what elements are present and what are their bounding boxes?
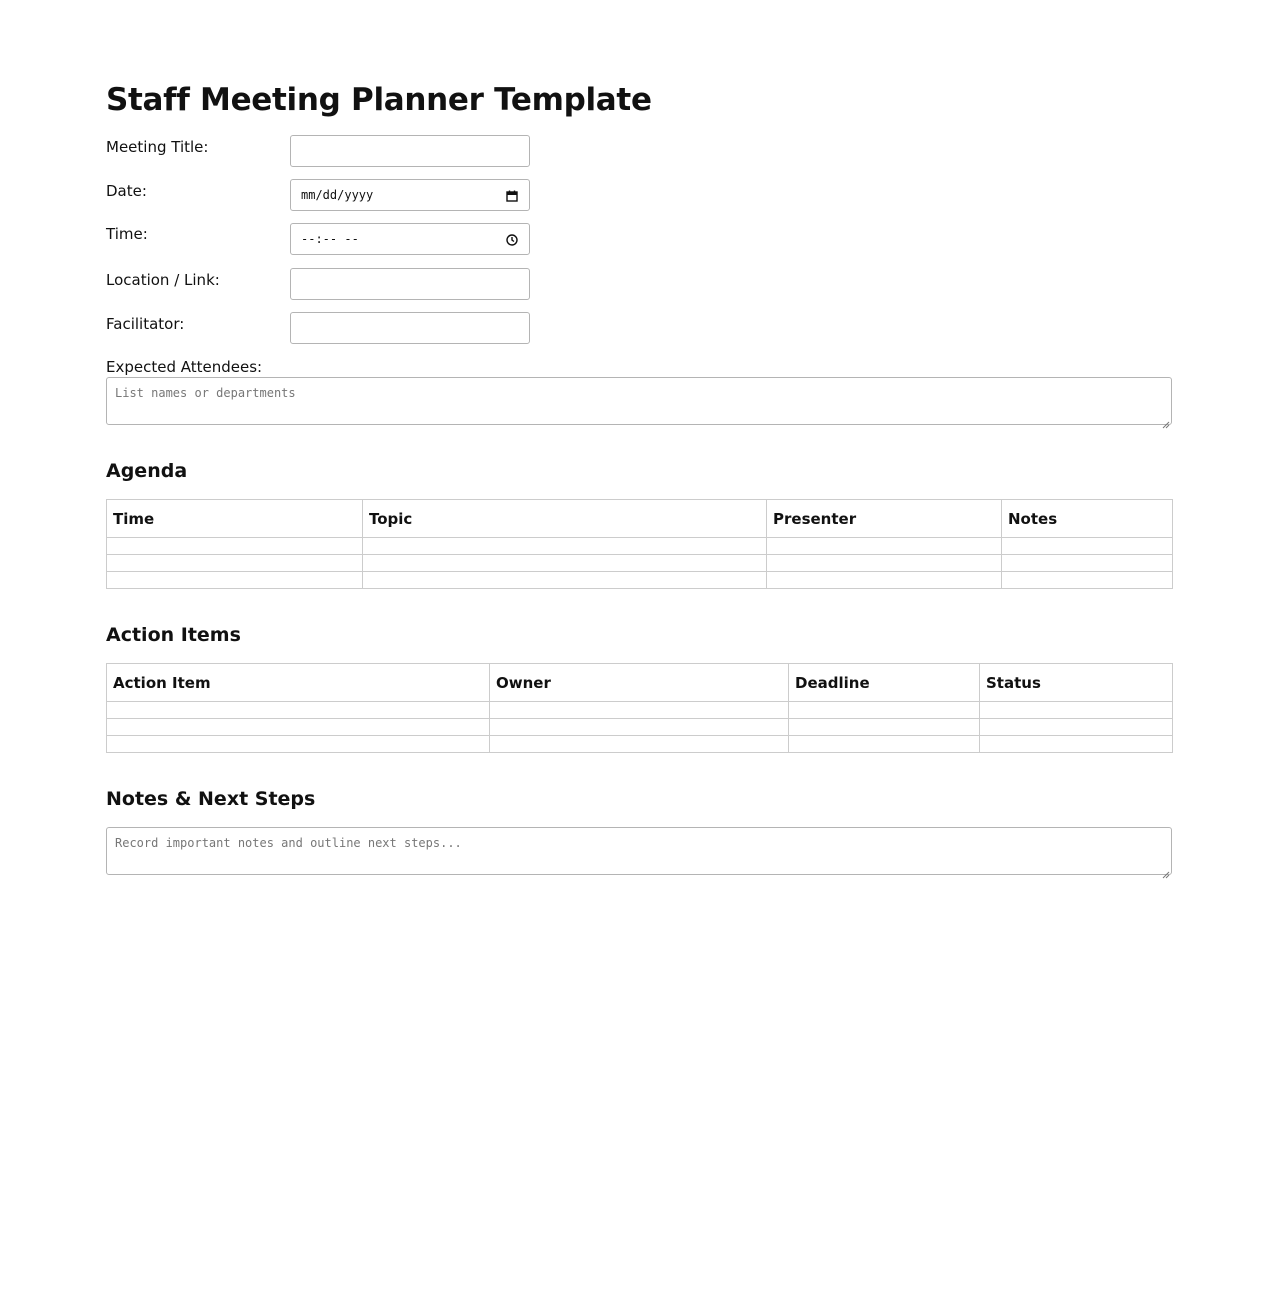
action-cell[interactable] <box>980 736 1173 753</box>
table-row <box>107 702 1173 719</box>
agenda-header-row <box>107 500 1173 538</box>
agenda-cell[interactable] <box>363 538 767 555</box>
agenda-cell[interactable] <box>1002 538 1173 555</box>
meeting-title-label: Meeting Title: <box>106 138 209 156</box>
time-input[interactable] <box>290 223 530 255</box>
resize-grip-icon[interactable] <box>1161 864 1170 873</box>
time-row <box>106 223 536 255</box>
date-placeholder: mm/dd/yyyy <box>301 188 374 202</box>
action-cell[interactable] <box>789 719 980 736</box>
agenda-cell[interactable] <box>767 555 1002 572</box>
action-cell[interactable] <box>789 736 980 753</box>
agenda-cell[interactable] <box>363 572 767 589</box>
facilitator-row <box>106 312 536 344</box>
action-items-header-row <box>107 664 1173 702</box>
table-row <box>107 555 1173 572</box>
meeting-title-input[interactable] <box>290 135 530 167</box>
action-cell[interactable] <box>107 719 490 736</box>
action-cell[interactable] <box>490 702 789 719</box>
action-cell[interactable] <box>980 702 1173 719</box>
notes-heading: Notes & Next Steps <box>106 788 316 810</box>
action-cell[interactable] <box>490 719 789 736</box>
location-label: Location / Link: <box>106 271 220 289</box>
action-items-table <box>106 663 1173 753</box>
location-input[interactable] <box>290 268 530 300</box>
agenda-col-notes: Notes <box>1002 500 1173 538</box>
agenda-heading: Agenda <box>106 460 188 482</box>
table-row <box>107 736 1173 753</box>
action-cell[interactable] <box>107 702 490 719</box>
facilitator-input[interactable] <box>290 312 530 344</box>
agenda-table <box>106 499 1173 589</box>
time-label: Time: <box>106 225 148 243</box>
table-row <box>107 719 1173 736</box>
action-cell[interactable] <box>107 736 490 753</box>
agenda-cell[interactable] <box>107 538 363 555</box>
agenda-cell[interactable] <box>767 538 1002 555</box>
calendar-icon[interactable] <box>505 188 519 202</box>
action-col-status: Status <box>980 664 1173 702</box>
facilitator-label: Facilitator: <box>106 315 185 333</box>
agenda-col-time: Time <box>107 500 363 538</box>
action-col-item: Action Item <box>107 664 490 702</box>
time-placeholder: --:-- -- <box>301 232 359 246</box>
agenda-cell[interactable] <box>107 572 363 589</box>
agenda-cell[interactable] <box>767 572 1002 589</box>
action-cell[interactable] <box>789 702 980 719</box>
clock-icon[interactable] <box>505 232 519 246</box>
agenda-col-topic: Topic <box>363 500 767 538</box>
meeting-title-row <box>106 135 536 167</box>
date-label: Date: <box>106 182 147 200</box>
agenda-cell[interactable] <box>1002 555 1173 572</box>
date-input[interactable] <box>290 179 530 211</box>
notes-placeholder: Record important notes and outline next steps... <box>115 836 462 850</box>
action-col-owner: Owner <box>490 664 789 702</box>
table-row <box>107 538 1173 555</box>
page-title: Staff Meeting Planner Template <box>106 82 652 118</box>
action-cell[interactable] <box>980 719 1173 736</box>
attendees-textarea[interactable] <box>106 377 1172 425</box>
date-row <box>106 179 536 211</box>
table-row <box>107 572 1173 589</box>
agenda-col-presenter: Presenter <box>767 500 1002 538</box>
attendees-placeholder: List names or departments <box>115 386 296 400</box>
action-cell[interactable] <box>490 736 789 753</box>
agenda-cell[interactable] <box>1002 572 1173 589</box>
agenda-cell[interactable] <box>107 555 363 572</box>
action-col-deadline: Deadline <box>789 664 980 702</box>
resize-grip-icon[interactable] <box>1161 414 1170 423</box>
notes-textarea[interactable] <box>106 827 1172 875</box>
location-row <box>106 268 536 300</box>
agenda-cell[interactable] <box>363 555 767 572</box>
action-items-heading: Action Items <box>106 624 241 646</box>
attendees-label: Expected Attendees: <box>106 358 263 376</box>
